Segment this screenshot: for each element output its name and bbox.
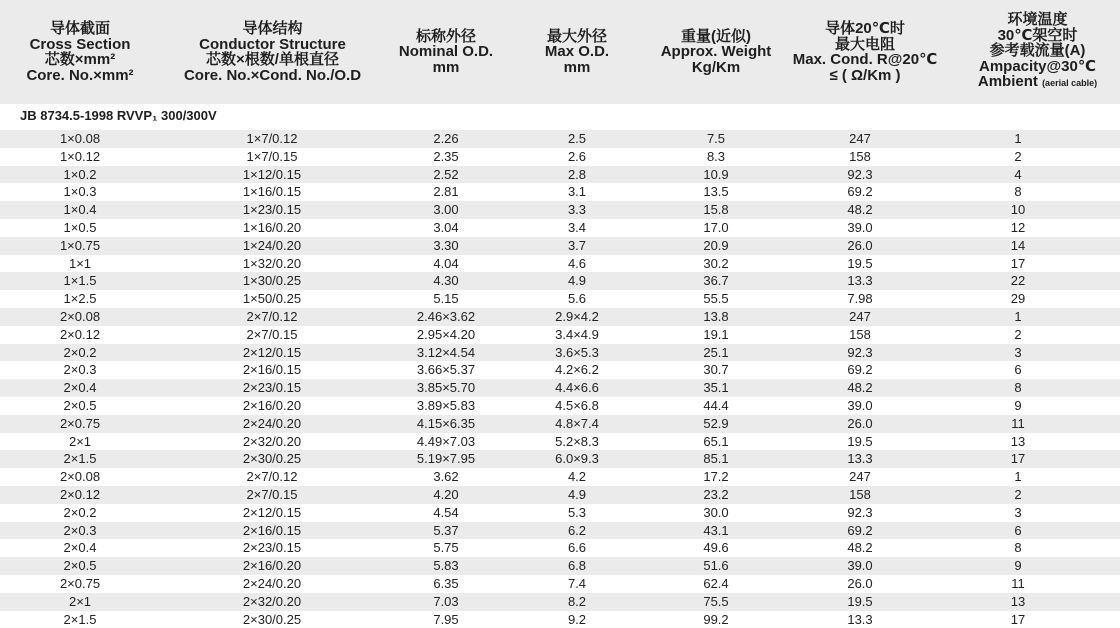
cell-max-resistance: 26.0 xyxy=(847,575,873,591)
header-line: 参考载流量(A) xyxy=(989,42,1086,60)
cell-conductor-structure: 1×16/0.15 xyxy=(242,184,302,200)
cell-max-resistance: 92.3 xyxy=(847,166,873,182)
cell-ampacity: 1 xyxy=(1014,131,1022,146)
header-line: Max. Cond. R@20℃ xyxy=(792,51,938,68)
header-line: 30℃架空时 xyxy=(997,26,1078,44)
cell-ampacity: 4 xyxy=(1014,166,1022,182)
cell-conductor-structure: 2×12/0.15 xyxy=(242,504,302,520)
cell-ampacity: 17 xyxy=(1010,611,1026,627)
header-line: Max O.D. xyxy=(544,43,610,61)
cell-approx-weight: 10.9 xyxy=(703,166,729,182)
cell-max-od: 6.2 xyxy=(567,522,587,538)
cell-approx-weight: 99.2 xyxy=(703,611,729,627)
table-row xyxy=(0,361,1120,379)
cell-nominal-od: 3.00 xyxy=(433,202,459,218)
cell-max-od: 4.2 xyxy=(567,469,587,485)
cell-cross-section: 2×1.5 xyxy=(63,451,97,467)
table-row xyxy=(0,557,1120,575)
cell-nominal-od: 2.95×4.20 xyxy=(416,326,476,342)
cell-nominal-od: 7.95 xyxy=(433,611,459,627)
table-row xyxy=(0,272,1120,290)
header-conductor-structure xyxy=(160,0,385,104)
cell-approx-weight: 13.8 xyxy=(703,308,729,324)
cell-max-resistance: 92.3 xyxy=(847,504,873,520)
cell-cross-section: 2×1 xyxy=(68,433,92,449)
cell-cross-section: 2×0.5 xyxy=(63,558,97,574)
cell-ampacity: 2 xyxy=(1014,486,1022,502)
cell-nominal-od: 4.15×6.35 xyxy=(416,415,476,431)
cell-nominal-od: 5.15 xyxy=(433,291,459,307)
cell-approx-weight: 85.1 xyxy=(703,451,729,467)
header-cross-section xyxy=(0,0,160,104)
cell-nominal-od: 3.12×4.54 xyxy=(416,344,476,360)
cell-approx-weight: 43.1 xyxy=(703,522,729,538)
cell-approx-weight: 20.9 xyxy=(703,237,729,253)
cell-max-resistance: 39.0 xyxy=(847,397,873,413)
table-body xyxy=(0,130,1120,628)
cell-ampacity: 17 xyxy=(1010,255,1026,271)
cell-max-od: 5.3 xyxy=(567,504,587,520)
cell-conductor-structure: 1×16/0.20 xyxy=(242,219,302,235)
cell-conductor-structure: 2×23/0.15 xyxy=(242,380,302,396)
cell-nominal-od: 7.03 xyxy=(433,593,459,609)
section-title: JB 8734.5-1998 RVVP₁ 300/300V xyxy=(20,108,217,123)
cell-max-resistance: 69.2 xyxy=(847,522,873,538)
header-line-small: (aerial cable) xyxy=(1042,78,1098,89)
cell-ampacity: 12 xyxy=(1010,219,1026,235)
cell-nominal-od: 4.20 xyxy=(433,486,459,502)
cell-max-od: 5.6 xyxy=(567,291,587,307)
header-line: mm xyxy=(563,58,591,76)
cell-conductor-structure: 2×12/0.15 xyxy=(242,344,302,360)
cell-max-resistance: 19.5 xyxy=(847,593,873,609)
cell-conductor-structure: 2×7/0.15 xyxy=(246,486,298,502)
table-row xyxy=(0,539,1120,557)
table-header xyxy=(0,0,1120,104)
cell-ampacity: 11 xyxy=(1011,575,1025,591)
table-row xyxy=(0,593,1120,611)
cell-conductor-structure: 2×30/0.25 xyxy=(242,451,302,467)
table-row xyxy=(0,183,1120,201)
cell-conductor-structure: 2×24/0.20 xyxy=(242,415,302,431)
header-line: 环境温度 xyxy=(1007,11,1068,29)
cell-cross-section: 2×0.08 xyxy=(59,308,101,324)
cell-approx-weight: 30.0 xyxy=(703,504,729,520)
cell-max-resistance: 92.3 xyxy=(847,344,873,360)
cell-approx-weight: 25.1 xyxy=(703,344,729,360)
cell-conductor-structure: 1×7/0.15 xyxy=(246,148,298,164)
header-line: ≤ ( Ω/Km ) xyxy=(829,66,901,84)
cell-nominal-od: 4.54 xyxy=(433,504,459,520)
table-row xyxy=(0,397,1120,415)
table-row xyxy=(0,611,1120,628)
header-line: 最大电阻 xyxy=(834,35,895,53)
cell-max-od: 8.2 xyxy=(567,593,587,609)
cell-max-resistance: 158 xyxy=(849,486,871,502)
cell-max-resistance: 48.2 xyxy=(847,202,873,218)
cell-conductor-structure: 2×30/0.25 xyxy=(242,611,302,627)
cell-conductor-structure: 1×32/0.20 xyxy=(242,255,302,271)
cell-approx-weight: 51.6 xyxy=(703,558,729,574)
cell-approx-weight: 49.6 xyxy=(703,540,729,556)
cell-max-resistance: 19.5 xyxy=(847,255,873,271)
cell-max-resistance: 247 xyxy=(849,131,871,146)
cell-max-resistance: 39.0 xyxy=(847,219,873,235)
cell-max-resistance: 13.3 xyxy=(847,451,873,467)
cell-max-od: 9.2 xyxy=(567,611,587,627)
cell-nominal-od: 4.49×7.03 xyxy=(416,433,476,449)
cell-approx-weight: 36.7 xyxy=(703,273,729,289)
cell-ampacity: 9 xyxy=(1014,397,1022,413)
cell-cross-section: 1×0.12 xyxy=(59,148,101,164)
table-row xyxy=(0,379,1120,397)
cell-max-resistance: 48.2 xyxy=(847,380,873,396)
table-row xyxy=(0,450,1120,468)
cell-conductor-structure: 1×50/0.25 xyxy=(242,291,302,307)
table-row xyxy=(0,433,1120,451)
cell-ampacity: 2 xyxy=(1014,148,1022,164)
cell-ampacity: 1 xyxy=(1014,469,1022,485)
cell-cross-section: 1×0.08 xyxy=(59,131,101,146)
header-line: Core. No.×mm² xyxy=(26,66,134,84)
cell-nominal-od: 2.26 xyxy=(433,131,459,146)
cell-approx-weight: 62.4 xyxy=(703,575,729,591)
cell-max-resistance: 26.0 xyxy=(847,237,873,253)
cell-max-od: 3.4×4.9 xyxy=(555,326,599,342)
cell-cross-section: 2×0.2 xyxy=(63,504,97,520)
cell-ampacity: 9 xyxy=(1014,558,1022,574)
cell-ampacity: 22 xyxy=(1010,273,1026,289)
table-row xyxy=(0,504,1120,522)
cell-conductor-structure: 2×32/0.20 xyxy=(242,433,302,449)
cell-conductor-structure: 2×7/0.15 xyxy=(246,326,298,342)
table-row xyxy=(0,290,1120,308)
header-line: Kg/Km xyxy=(691,58,741,76)
cell-nominal-od: 3.89×5.83 xyxy=(416,397,476,413)
cell-cross-section: 2×0.08 xyxy=(59,469,101,485)
cell-cross-section: 2×0.12 xyxy=(59,326,101,342)
cell-ampacity: 10 xyxy=(1010,202,1026,218)
cell-conductor-structure: 2×7/0.12 xyxy=(246,308,298,324)
cell-max-resistance: 13.3 xyxy=(847,273,873,289)
cell-ampacity: 1 xyxy=(1014,308,1022,324)
table-row xyxy=(0,326,1120,344)
cell-cross-section: 1×0.3 xyxy=(63,184,97,200)
header-line: 导体20℃时 xyxy=(825,20,905,37)
cell-max-od: 4.2×6.2 xyxy=(555,362,599,378)
cell-conductor-structure: 2×23/0.15 xyxy=(242,540,302,556)
cell-cross-section: 1×0.75 xyxy=(59,237,101,253)
cell-approx-weight: 19.1 xyxy=(703,326,729,342)
header-line: 最大外径 xyxy=(546,27,607,45)
header-line: 芯数×mm² xyxy=(44,51,116,68)
cell-ampacity: 6 xyxy=(1014,362,1022,378)
cell-max-resistance: 247 xyxy=(849,308,871,324)
cell-cross-section: 2×0.12 xyxy=(59,486,101,502)
table-row xyxy=(0,344,1120,362)
cell-ampacity: 14 xyxy=(1010,237,1026,253)
cell-nominal-od: 2.81 xyxy=(433,184,459,200)
cell-nominal-od: 4.30 xyxy=(433,273,459,289)
table-row xyxy=(0,130,1120,148)
header-approx-weight xyxy=(647,0,785,104)
cell-conductor-structure: 1×7/0.12 xyxy=(246,131,298,146)
cell-max-resistance: 13.3 xyxy=(847,611,873,627)
cell-conductor-structure: 1×23/0.15 xyxy=(242,202,302,218)
cell-approx-weight: 65.1 xyxy=(703,433,729,449)
cell-cross-section: 2×0.75 xyxy=(59,415,101,431)
cell-cross-section: 1×1.5 xyxy=(63,273,97,289)
cell-nominal-od: 3.04 xyxy=(433,219,459,235)
cell-ampacity: 8 xyxy=(1014,380,1022,396)
cell-max-resistance: 7.98 xyxy=(847,291,873,307)
cell-cross-section: 2×1 xyxy=(68,593,92,609)
cell-max-od: 4.5×6.8 xyxy=(555,397,599,413)
cell-max-od: 2.6 xyxy=(567,148,587,164)
cell-conductor-structure: 2×16/0.20 xyxy=(242,397,302,413)
cell-approx-weight: 8.3 xyxy=(706,148,726,164)
cell-max-resistance: 19.5 xyxy=(847,433,873,449)
header-max-resistance xyxy=(785,0,945,104)
cell-ampacity: 6 xyxy=(1014,522,1022,538)
table-row xyxy=(0,468,1120,486)
cell-nominal-od: 3.30 xyxy=(433,237,459,253)
cell-max-od: 3.6×5.3 xyxy=(555,344,599,360)
cell-cross-section: 2×0.4 xyxy=(63,540,97,556)
cell-max-od: 4.9 xyxy=(567,273,587,289)
cell-conductor-structure: 2×16/0.20 xyxy=(242,558,302,574)
cell-approx-weight: 17.2 xyxy=(703,469,729,485)
cell-max-od: 3.7 xyxy=(567,237,587,253)
table-row xyxy=(0,166,1120,184)
cell-ampacity: 8 xyxy=(1014,540,1022,556)
cell-cross-section: 2×0.3 xyxy=(63,522,97,538)
cell-max-od: 7.4 xyxy=(567,575,587,591)
cell-max-od: 3.4 xyxy=(567,219,587,235)
cell-approx-weight: 7.5 xyxy=(706,131,726,146)
cell-max-od: 3.3 xyxy=(567,202,587,218)
cell-nominal-od: 2.52 xyxy=(433,166,459,182)
cell-ampacity: 2 xyxy=(1014,326,1022,342)
cell-cross-section: 1×2.5 xyxy=(63,291,97,307)
cell-conductor-structure: 2×24/0.20 xyxy=(242,575,302,591)
table-row xyxy=(0,308,1120,326)
table-row xyxy=(0,255,1120,273)
cell-cross-section: 1×1 xyxy=(68,255,92,271)
cell-nominal-od: 2.35 xyxy=(433,148,459,164)
cell-approx-weight: 35.1 xyxy=(703,380,729,396)
cell-cross-section: 2×1.5 xyxy=(63,611,97,627)
cell-conductor-structure: 2×7/0.12 xyxy=(246,469,298,485)
header-line: 导体截面 xyxy=(49,20,110,37)
header-line: mm xyxy=(432,58,460,76)
header-nominal-od xyxy=(385,0,507,104)
table-row xyxy=(0,486,1120,504)
cell-nominal-od: 3.85×5.70 xyxy=(416,380,476,396)
cell-ampacity: 8 xyxy=(1014,184,1022,200)
header-line: 标称外径 xyxy=(415,27,476,45)
header-line: Cross Section xyxy=(29,35,131,53)
cell-ampacity: 3 xyxy=(1014,344,1022,360)
header-line: Conductor Structure xyxy=(199,35,346,53)
header-line: 芯数×根数/单根直径 xyxy=(206,51,339,68)
cell-max-od: 6.0×9.3 xyxy=(555,451,599,467)
table-row xyxy=(0,237,1120,255)
cell-max-od: 4.4×6.6 xyxy=(555,380,599,396)
header-max-od xyxy=(507,0,647,104)
cell-nominal-od: 4.04 xyxy=(433,255,459,271)
header-line: Approx. Weight xyxy=(660,43,772,61)
cell-nominal-od: 5.19×7.95 xyxy=(416,451,476,467)
cell-max-resistance: 247 xyxy=(849,469,871,485)
table-row xyxy=(0,219,1120,237)
cell-conductor-structure: 1×24/0.20 xyxy=(242,237,302,253)
cell-ampacity: 11 xyxy=(1011,415,1025,431)
cell-approx-weight: 23.2 xyxy=(703,486,729,502)
cell-conductor-structure: 2×32/0.20 xyxy=(242,593,302,609)
cell-approx-weight: 44.4 xyxy=(703,397,729,413)
cell-nominal-od: 5.83 xyxy=(433,558,459,574)
cell-nominal-od: 3.66×5.37 xyxy=(416,362,476,378)
cell-max-resistance: 69.2 xyxy=(847,184,873,200)
cell-conductor-structure: 2×16/0.15 xyxy=(242,362,302,378)
cell-conductor-structure: 1×12/0.15 xyxy=(242,166,302,182)
header-line xyxy=(978,74,1097,92)
cell-max-od: 5.2×8.3 xyxy=(555,433,599,449)
table-row xyxy=(0,575,1120,593)
cell-ampacity: 3 xyxy=(1014,504,1022,520)
cell-approx-weight: 13.5 xyxy=(703,184,729,200)
cell-approx-weight: 75.5 xyxy=(703,593,729,609)
cell-max-od: 4.6 xyxy=(567,255,587,271)
header-line: 导体结构 xyxy=(242,20,303,37)
cell-approx-weight: 17.0 xyxy=(703,219,729,235)
cell-cross-section: 2×0.4 xyxy=(63,380,97,396)
cell-approx-weight: 30.2 xyxy=(703,255,729,271)
cell-max-resistance: 158 xyxy=(849,326,871,342)
cell-max-od: 3.1 xyxy=(567,184,587,200)
header-line-main: Ambient xyxy=(977,73,1043,91)
cell-cross-section: 1×0.4 xyxy=(63,202,97,218)
cell-conductor-structure: 1×30/0.25 xyxy=(242,273,302,289)
cell-max-od: 2.5 xyxy=(567,131,587,146)
cell-max-od: 6.8 xyxy=(567,558,587,574)
cell-ampacity: 13 xyxy=(1010,433,1026,449)
cell-nominal-od: 3.62 xyxy=(433,469,459,485)
table-row xyxy=(0,148,1120,166)
cell-max-od: 6.6 xyxy=(567,540,587,556)
header-line: Core. No.×Cond. No./O.D xyxy=(183,66,362,84)
header-line: Ampacity@30℃ xyxy=(979,57,1096,75)
cell-max-resistance: 158 xyxy=(849,148,871,164)
cell-max-od: 4.9 xyxy=(567,486,587,502)
cell-cross-section: 1×0.2 xyxy=(63,166,97,182)
table-row xyxy=(0,415,1120,433)
cell-max-od: 2.9×4.2 xyxy=(555,308,599,324)
cell-approx-weight: 55.5 xyxy=(703,291,729,307)
cell-cross-section: 2×0.2 xyxy=(63,344,97,360)
cell-nominal-od: 2.46×3.62 xyxy=(416,308,476,324)
header-line: Nominal O.D. xyxy=(398,43,494,61)
cell-cross-section: 1×0.5 xyxy=(63,219,97,235)
cell-max-resistance: 69.2 xyxy=(847,362,873,378)
cell-nominal-od: 5.37 xyxy=(433,522,459,538)
cell-max-resistance: 26.0 xyxy=(847,415,873,431)
table-row xyxy=(0,201,1120,219)
header-ampacity xyxy=(955,0,1120,104)
cell-ampacity: 17 xyxy=(1010,451,1026,467)
cell-approx-weight: 15.8 xyxy=(703,202,729,218)
cell-ampacity: 13 xyxy=(1010,593,1026,609)
cell-max-resistance: 39.0 xyxy=(847,558,873,574)
cell-cross-section: 2×0.75 xyxy=(59,575,101,591)
cell-cross-section: 2×0.5 xyxy=(63,397,97,413)
cell-approx-weight: 30.7 xyxy=(703,362,729,378)
cell-max-od: 2.8 xyxy=(567,166,587,182)
cell-nominal-od: 5.75 xyxy=(433,540,459,556)
header-line: 重量(近似) xyxy=(681,27,751,45)
cell-max-od: 4.8×7.4 xyxy=(555,415,599,431)
cell-ampacity: 29 xyxy=(1010,291,1026,307)
cell-max-resistance: 48.2 xyxy=(847,540,873,556)
cell-cross-section: 2×0.3 xyxy=(63,362,97,378)
cell-nominal-od: 6.35 xyxy=(433,575,459,591)
cell-approx-weight: 52.9 xyxy=(703,415,729,431)
cell-conductor-structure: 2×16/0.15 xyxy=(242,522,302,538)
table-row xyxy=(0,522,1120,540)
